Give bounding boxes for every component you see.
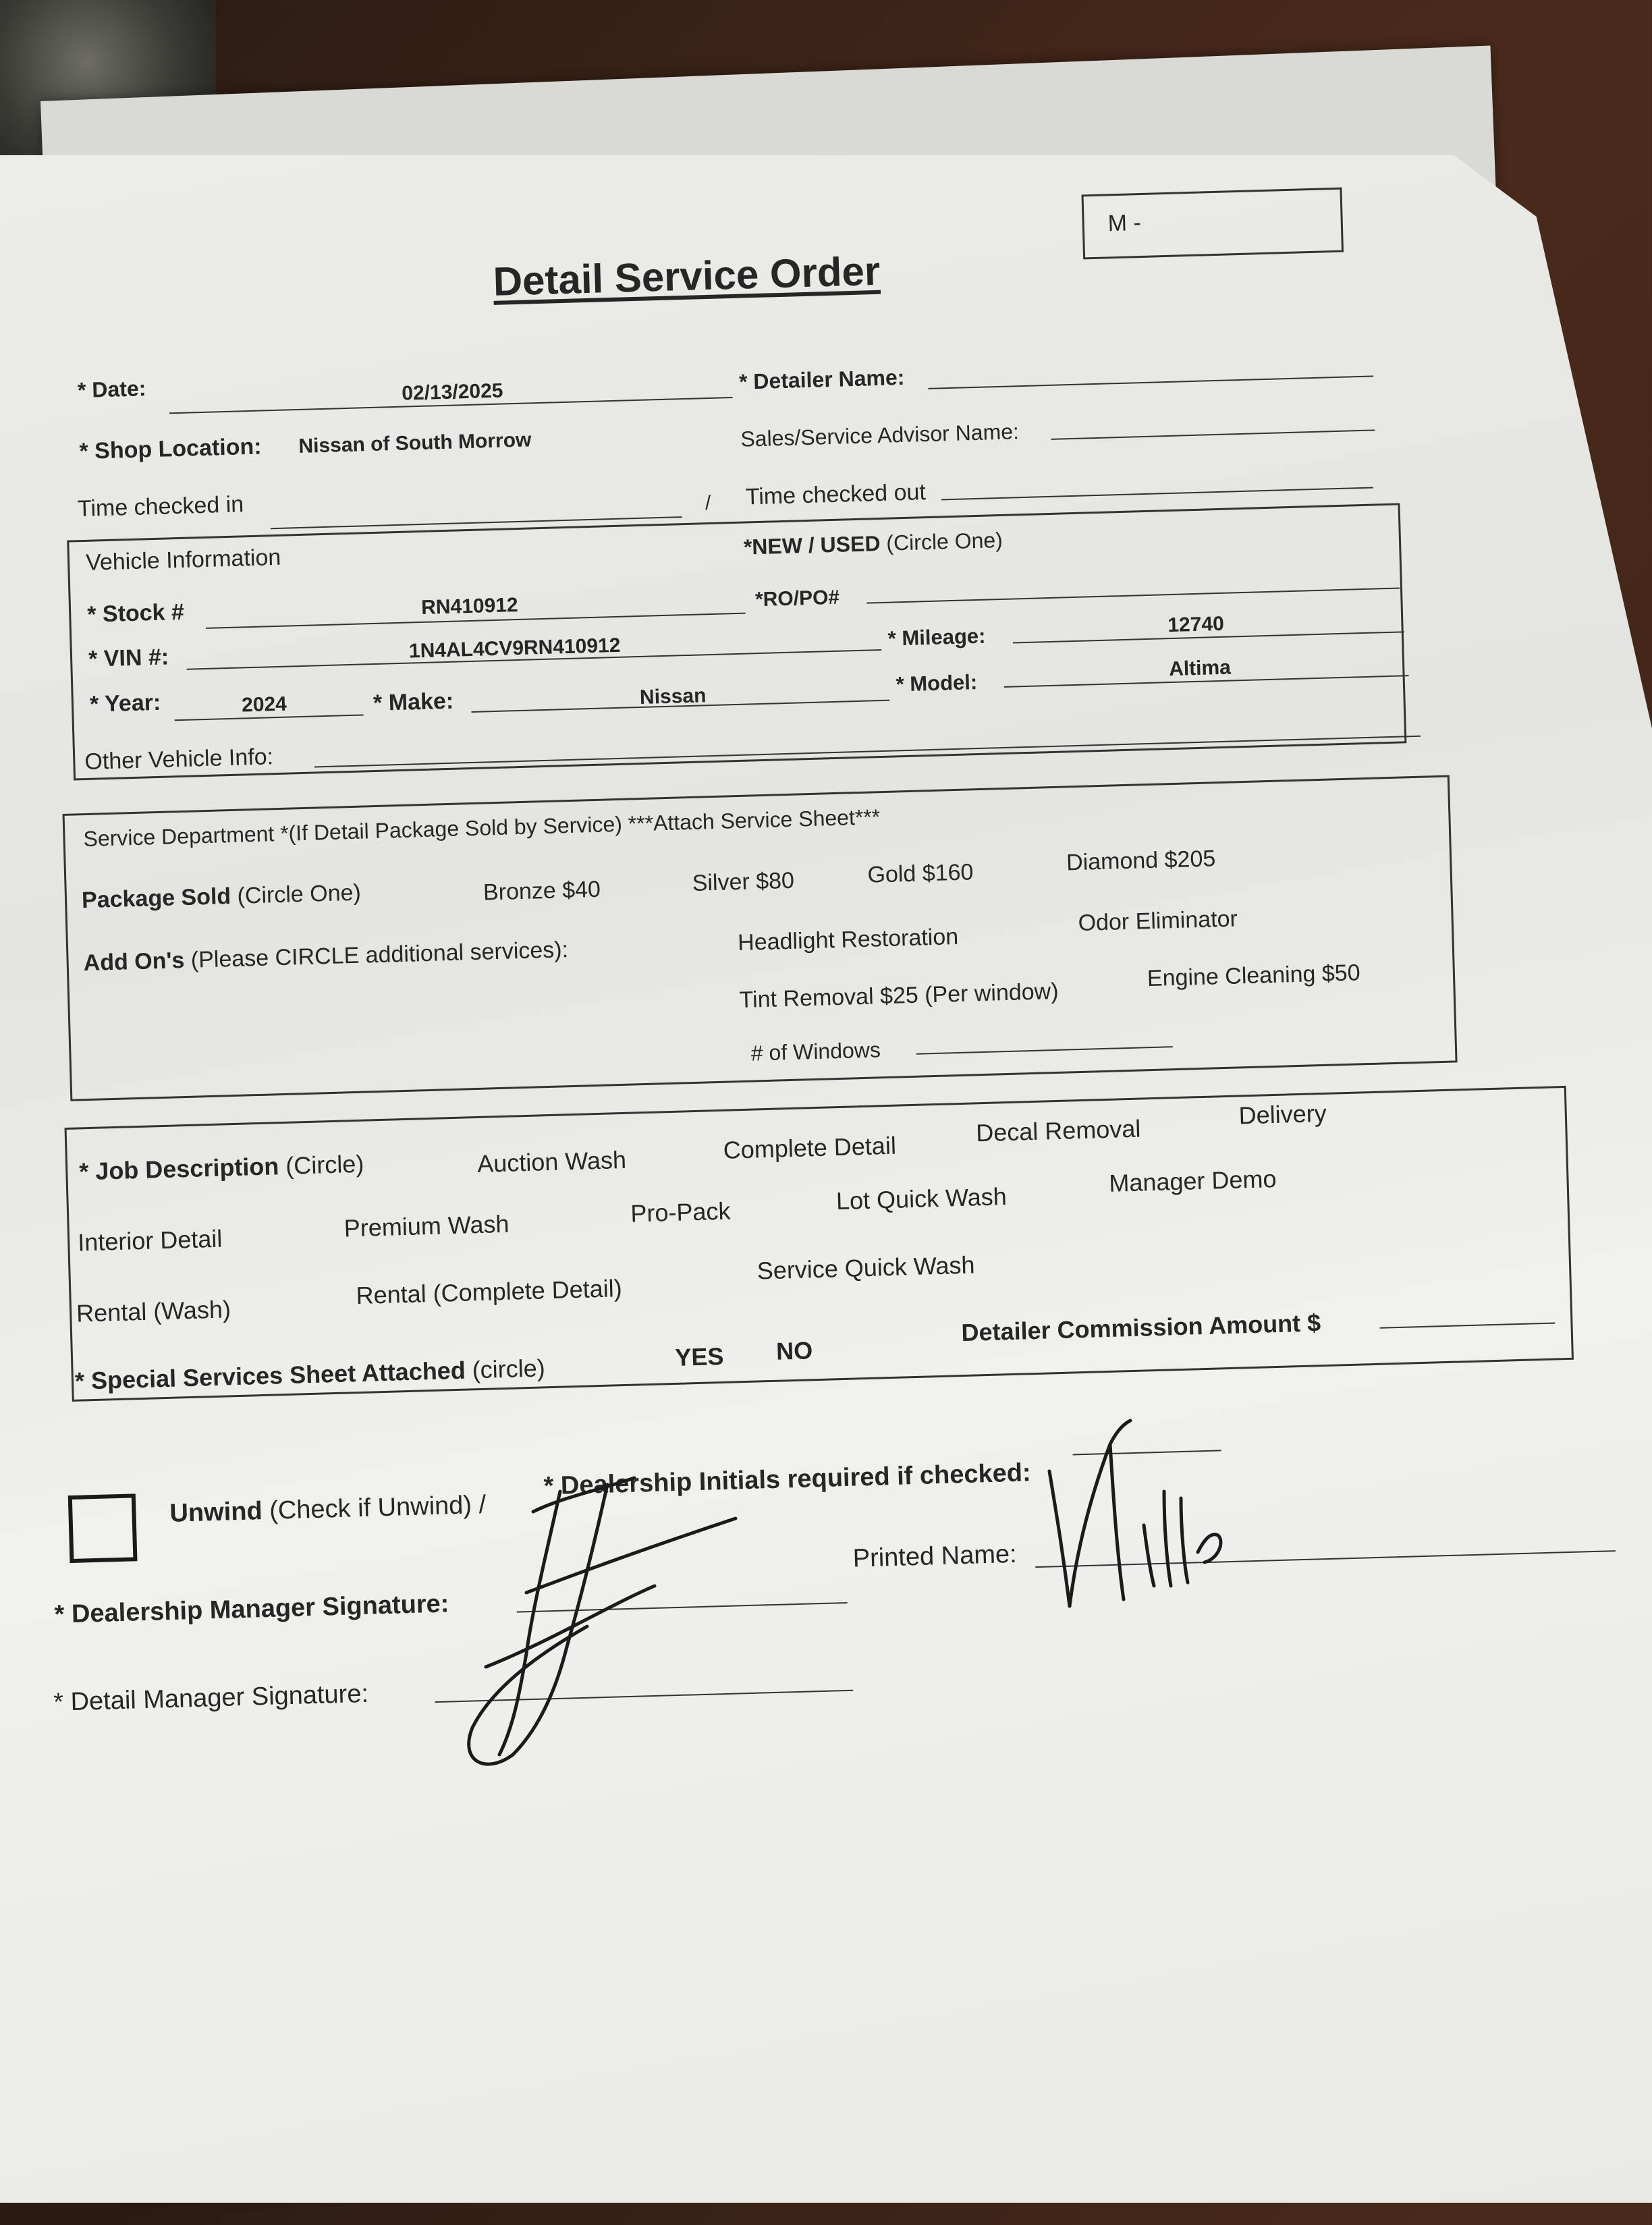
stock-label: * Stock # — [86, 599, 185, 628]
detail-manager-signature-label: * Detail Manager Signature: — [53, 1679, 369, 1717]
add-ons-title: Add On's — [83, 947, 185, 977]
vin-value[interactable]: 1N4AL4CV9RN410912 — [408, 634, 621, 663]
job-complete-detail[interactable]: Complete Detail — [723, 1131, 897, 1164]
time-slash: / — [705, 491, 711, 515]
year-value[interactable]: 2024 — [241, 692, 287, 717]
package-bronze[interactable]: Bronze $40 — [483, 876, 601, 906]
new-used-label: *NEW / USED — [743, 530, 881, 559]
addon-odor-eliminator[interactable]: Odor Eliminator — [1078, 906, 1238, 936]
unwind-note: (Check if Unwind) / — [269, 1490, 487, 1525]
advisor-name-line[interactable] — [1051, 429, 1375, 439]
package-silver[interactable]: Silver $80 — [692, 867, 795, 896]
job-rental-complete-detail[interactable]: Rental (Complete Detail) — [356, 1274, 623, 1310]
dealership-initials-label: * Dealership Initials required if checked: — [543, 1458, 1032, 1501]
model-label: * Model: — [896, 670, 978, 696]
advisor-name-label: Sales/Service Advisor Name: — [740, 419, 1020, 451]
special-services-no[interactable]: NO — [775, 1336, 813, 1365]
unwind-checkbox[interactable] — [68, 1493, 138, 1563]
detailer-commission-label: Detailer Commission Amount $ — [960, 1309, 1321, 1347]
time-checked-in-label: Time checked in — [77, 491, 244, 522]
job-decal-removal[interactable]: Decal Removal — [975, 1114, 1141, 1147]
detailer-name-line[interactable] — [928, 375, 1373, 389]
job-auction-wash[interactable]: Auction Wash — [476, 1145, 627, 1178]
job-delivery[interactable]: Delivery — [1238, 1099, 1327, 1130]
year-label: * Year: — [89, 689, 161, 717]
shop-location-value[interactable]: Nissan of South Morrow — [298, 429, 532, 458]
make-label: * Make: — [373, 688, 454, 717]
ro-po-label: *RO/PO# — [754, 586, 840, 611]
package-sold-title: Package Sold — [81, 883, 231, 914]
time-checked-out-label: Time checked out — [745, 479, 927, 510]
addon-engine-cleaning[interactable]: Engine Cleaning $50 — [1147, 960, 1361, 992]
addon-headlight-restoration[interactable]: Headlight Restoration — [737, 923, 959, 956]
job-manager-demo[interactable]: Manager Demo — [1108, 1164, 1277, 1197]
service-department-heading: Service Department *(If Detail Package Sold by Service) ***Attach Service Sheet*** — [83, 804, 881, 852]
printed-name-label: Printed Name: — [852, 1539, 1018, 1573]
job-rental-wash[interactable]: Rental (Wash) — [76, 1295, 231, 1327]
other-vehicle-info-label: Other Vehicle Info: — [84, 744, 274, 775]
job-description-note: (Circle) — [285, 1149, 364, 1180]
windows-count-label: # of Windows — [750, 1037, 881, 1066]
job-description-title: * Job Description — [78, 1152, 279, 1186]
special-services-note: (circle) — [472, 1354, 546, 1384]
printed-name-signature-drawing — [1036, 1417, 1238, 1620]
time-out-line[interactable] — [941, 487, 1373, 501]
add-ons-note: (Please CIRCLE additional services): — [190, 937, 569, 973]
make-value[interactable]: Nissan — [639, 684, 707, 709]
package-diamond[interactable]: Diamond $205 — [1066, 846, 1216, 876]
order-number-box[interactable] — [1081, 188, 1344, 260]
date-value[interactable]: 02/13/2025 — [401, 379, 503, 405]
job-pro-pack[interactable]: Pro-Pack — [630, 1197, 731, 1228]
date-label: * Date: — [77, 376, 146, 403]
job-service-quick-wash[interactable]: Service Quick Wash — [756, 1251, 976, 1285]
mileage-value[interactable]: 12740 — [1167, 612, 1225, 637]
stock-value[interactable]: RN410912 — [420, 594, 519, 619]
job-premium-wash[interactable]: Premium Wash — [343, 1209, 510, 1242]
mileage-label: * Mileage: — [887, 624, 986, 651]
dealership-manager-signature-drawing — [432, 1471, 810, 1775]
package-gold[interactable]: Gold $160 — [866, 859, 974, 888]
order-number-prefix: M - — [1107, 210, 1142, 237]
detailer-name-label: * Detailer Name: — [738, 364, 905, 394]
vin-label: * VIN #: — [88, 644, 169, 672]
special-services-title: * Special Services Sheet Attached — [74, 1356, 466, 1395]
package-sold-note: (Circle One) — [237, 879, 362, 909]
job-interior-detail[interactable]: Interior Detail — [77, 1224, 223, 1257]
model-value[interactable]: Altima — [1168, 656, 1232, 681]
addon-tint-removal[interactable]: Tint Removal $25 (Per window) — [739, 978, 1059, 1014]
vehicle-information-label: Vehicle Information — [85, 544, 281, 576]
dealership-manager-signature-label: * Dealership Manager Signature: — [54, 1589, 449, 1629]
shop-location-label: * Shop Location: — [79, 433, 263, 465]
new-used-note: (Circle One) — [885, 527, 1003, 555]
job-lot-quick-wash[interactable]: Lot Quick Wash — [835, 1182, 1008, 1215]
form-title: Detail Service Order — [492, 248, 881, 304]
unwind-title: Unwind — [169, 1497, 263, 1528]
special-services-yes[interactable]: YES — [674, 1342, 724, 1371]
